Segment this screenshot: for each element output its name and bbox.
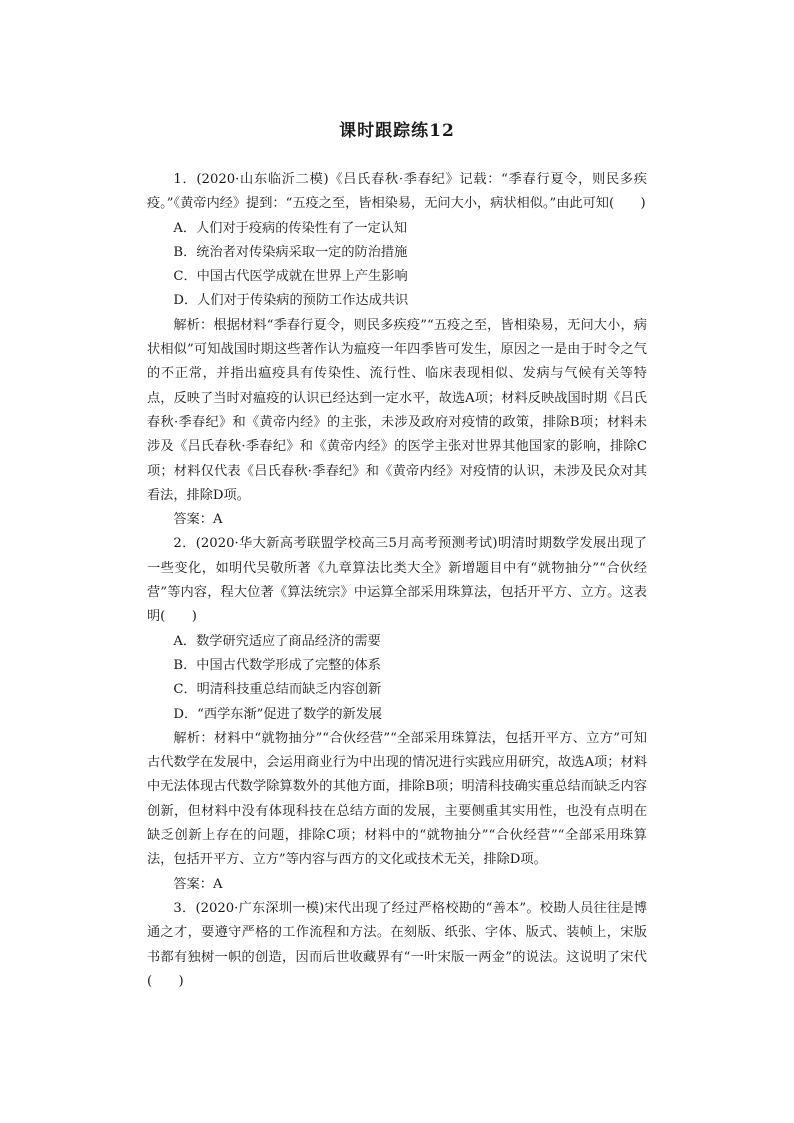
question-2-option-d: D．“西学东渐”促进了数学的新发展 [173,706,383,722]
question-1-answer: 答案：A [173,512,223,528]
question-2-stem: 2．(2020·华大新高考联盟学校高三5月高考预测考试)明清时期数学发展出现了一些变化，如明代吴敬所著《九章算法比类大全》新增题目中有“就物抽分”“合伙经营”等内容，程大位著《算法统宗》中运算全部采用珠算法，包括开平方、立方。这表明( ) [147,536,647,625]
document-body [147,168,647,994]
question-2-option-c: C．明清科技重总结而缺乏内容创新 [173,682,382,698]
question-3-stem: 3．(2020·广东深圳一模)宋代出现了经过严格校勘的“善本”。校勘人员往往是博通之才，要遵守严格的工作流程和方法。在刻版、纸张、字体、版式、装帧上，宋版书都有独树一帜的创造，因而后世收藏界有“一叶宋版一两金”的说法。这说明了宋代( ) [147,900,647,989]
question-2-option-b: B．中国古代数学形成了完整的体系 [173,657,381,673]
question-1-option-d: D．人们对于传染病的预防工作达成共识 [173,293,409,309]
question-2-option-a: A．数学研究适应了商品经济的需要 [173,633,381,649]
question-1-stem: 1．(2020·山东临沂二模)《吕氏春秋·季春纪》记载：“季春行夏令，则民多疾疫。”《黄帝内经》提到：“五疫之至，皆相染易，无问大小，病状相似。”由此可知( ) [147,172,647,212]
question-2-analysis: 解析：材料中“就物抽分”“合伙经营”“全部采用珠算法，包括开平方、立方”可知古代数学在发展中，会运用商业行为中出现的情况进行实践应用研究，故选A项；材料中无法体现古代数学除算数外的其他方面，排除B项；明清科技确实重总结而缺乏内容创新，但材料中没有体现科技在总结方面的发展，主要侧重其实用性，也没有点明在缺乏创新上存在的问题，排除C项；材料中的“就物抽分”“合伙经营”“全部采用珠算法，包括开平方、立方”等内容与西方的文化或技术无关，排除D项。 [147,730,647,868]
question-1-analysis: 解析：根据材料“季春行夏令，则民多疾疫”“五疫之至，皆相染易，无问大小，病状相似”可知战国时期这些著作认为瘟疫一年四季皆可发生，原因之一是由于时令之气的不正常，并指出瘟疫具有传染性、流行性、临床表现相似、发病与气候有关等特点，反映了当时对瘟疫的认识已经达到一定水平，故选A项；材料反映战国时期《吕氏春秋·季春纪》和《黄帝内经》的主张，未涉及政府对疫情的政策，排除B项；材料未涉及《吕氏春秋·季春纪》和《黄帝内经》的医学主张对世界其他国家的影响，排除C项；材料仅代表《吕氏春秋·季春纪》和《黄帝内经》对疫情的认识，未涉及民众对其看法，排除D项。 [147,317,647,503]
question-1-option-b: B．统治者对传染病采取一定的防治措施 [173,244,408,260]
question-1-option-a: A．人们对于疫病的传染性有了一定认知 [173,220,408,236]
page-title: 课时跟踪练12 [339,121,455,141]
question-2-answer: 答案：A [173,876,223,892]
question-1-option-c: C．中国古代医学成就在世界上产生影响 [173,269,408,285]
